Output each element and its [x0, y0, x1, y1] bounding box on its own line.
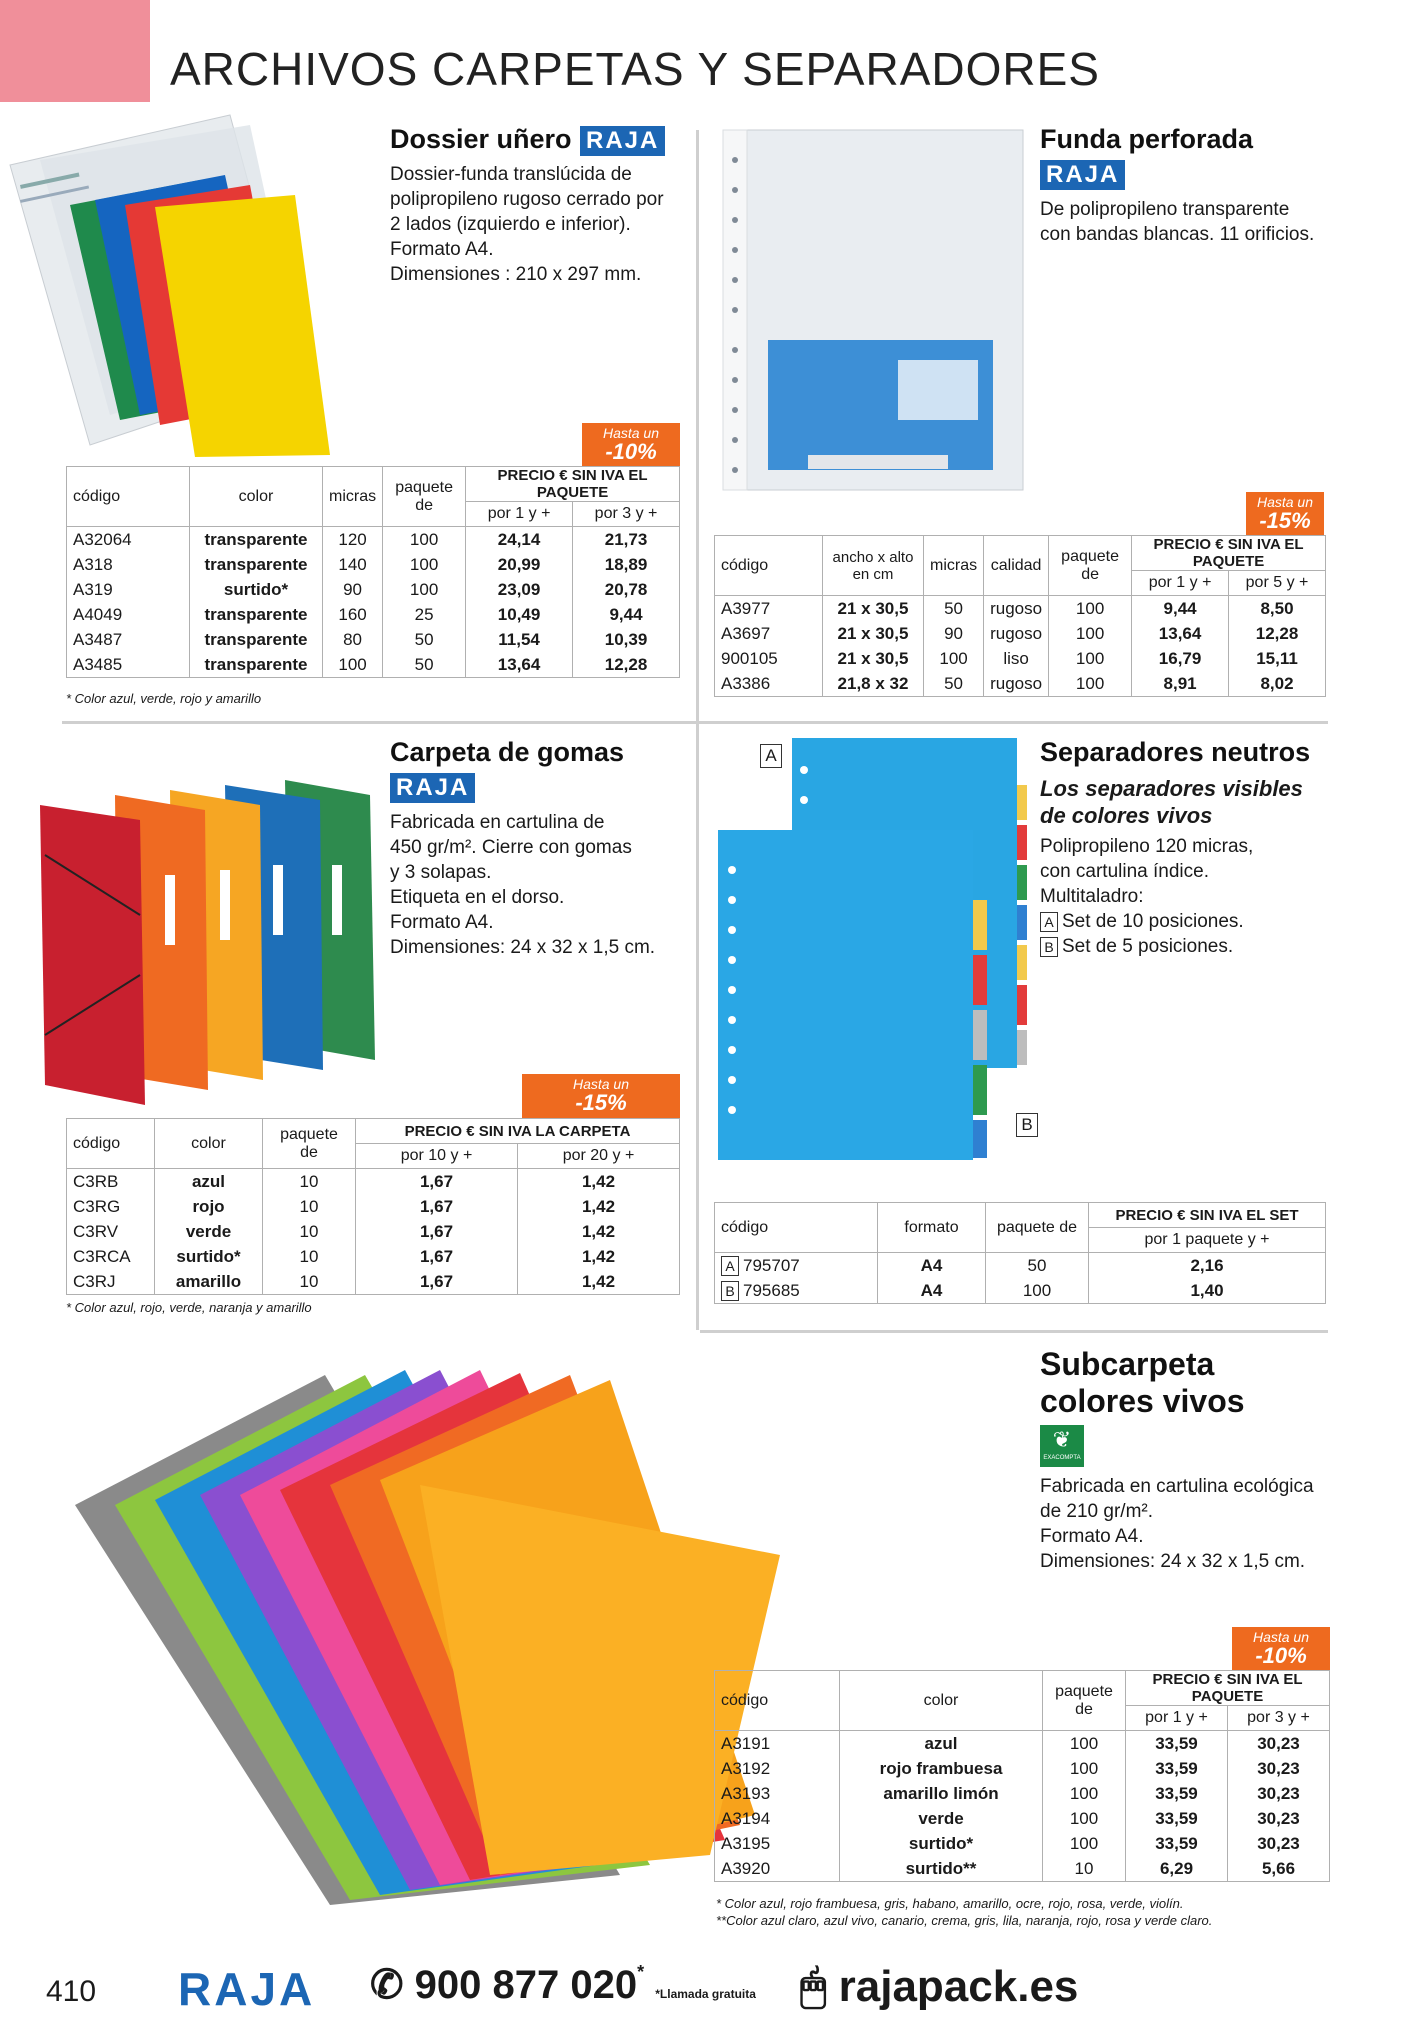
desc-line: Formato A4. [390, 239, 494, 260]
table-cell: amarillo limón [840, 1781, 1043, 1806]
table-cell: rugoso [984, 596, 1049, 622]
col-price-1: por 1 y + [1126, 1706, 1228, 1731]
table-cell: surtido* [190, 577, 323, 602]
col-precio: PRECIO € SIN IVA EL PAQUETE [1132, 536, 1326, 571]
col-price-1: por 1 paquete y + [1089, 1228, 1326, 1253]
desc-line: Etiqueta en el dorso. [390, 887, 565, 908]
table-cell: 100 [1049, 596, 1132, 622]
table-cell: 10,39 [573, 627, 680, 652]
col-color: color [840, 1671, 1043, 1731]
page-title: ARCHIVOS CARPETAS Y SEPARADORES [170, 43, 1100, 95]
carpeta-title: Carpeta de gomas [390, 737, 625, 767]
col-paquete: paquete de [986, 1203, 1089, 1253]
footnote: * Color azul, rojo, verde, naranja y amarillo [66, 1300, 312, 1315]
col-codigo: código [715, 1671, 840, 1731]
col-ancho: ancho x alto en cm [823, 536, 924, 596]
table-cell: A3920 [715, 1856, 840, 1882]
col-paquete: paquete de [263, 1119, 356, 1169]
table-row [67, 602, 680, 627]
table-cell: 50 [924, 671, 984, 697]
col-color: color [190, 467, 323, 527]
discount-badge [1246, 492, 1324, 536]
table-cell: 50 [986, 1253, 1089, 1279]
subtitle-line: de colores vivos [1040, 803, 1213, 828]
table-cell: 50 [383, 652, 466, 678]
table-cell: 21,73 [573, 527, 680, 553]
table-cell: 90 [323, 577, 383, 602]
table-cell: surtido* [155, 1244, 263, 1269]
table-cell: 21 x 30,5 [823, 646, 924, 671]
phone-icon: ✆ [370, 1963, 404, 2007]
separadores-title: Separadores neutros [1040, 737, 1311, 767]
table-row [67, 627, 680, 652]
table-cell: A3193 [715, 1781, 840, 1806]
table-cell: 33,59 [1126, 1806, 1228, 1831]
table-cell: 100 [383, 552, 466, 577]
table-cell: A32064 [67, 527, 190, 553]
table-cell: 100 [1043, 1781, 1126, 1806]
table-cell: 50 [383, 627, 466, 652]
col-micras: micras [323, 467, 383, 527]
badge-label: Hasta un [602, 425, 660, 441]
table-cell: 15,11 [1229, 646, 1326, 671]
table-cell: 11,54 [466, 627, 573, 652]
table-cell: rugoso [984, 621, 1049, 646]
desc-line: Polipropileno 120 micras, [1040, 836, 1254, 857]
table-cell: 100 [924, 646, 984, 671]
table-cell: 10 [263, 1244, 356, 1269]
col-formato: formato [878, 1203, 986, 1253]
table-cell: 1,42 [517, 1194, 679, 1219]
table-row [67, 1219, 680, 1244]
table-cell: 33,59 [1126, 1831, 1228, 1856]
table-cell: azul [840, 1731, 1043, 1757]
carpeta-description [390, 810, 655, 960]
table-cell: A3194 [715, 1806, 840, 1831]
table-cell: rugoso [984, 671, 1049, 697]
table-cell: 1,67 [356, 1194, 518, 1219]
table-cell: 1,42 [517, 1244, 679, 1269]
subcarpeta-price-table [714, 1670, 1330, 1882]
title-line: Subcarpeta [1040, 1346, 1215, 1382]
table-cell: 10 [263, 1169, 356, 1195]
row-divider [700, 1330, 1328, 1333]
table-cell: 18,89 [573, 552, 680, 577]
col-micras: micras [924, 536, 984, 596]
table-row [715, 1731, 1330, 1757]
table-cell: A4 [878, 1253, 986, 1279]
table-row [715, 621, 1326, 646]
table-cell: 1,67 [356, 1244, 518, 1269]
table-row [715, 1831, 1330, 1856]
desc-line: de 210 gr/m². [1040, 1501, 1153, 1522]
table-row [715, 671, 1326, 697]
col-price-1: por 1 y + [466, 502, 573, 527]
table-cell: 6,29 [1126, 1856, 1228, 1882]
table-cell: 100 [1043, 1756, 1126, 1781]
desc-line: De polipropileno transparente [1040, 199, 1290, 220]
table-cell: 100 [323, 652, 383, 678]
desc-line: Dimensiones: 24 x 32 x 1,5 cm. [390, 937, 656, 958]
table-cell: 25 [383, 602, 466, 627]
badge-label: Hasta un [1256, 494, 1314, 510]
table-row [715, 1253, 1326, 1279]
footnote: **Color azul claro, azul vivo, canario, crema, gris, lila, naranja, rojo, rosa y verde claro. [716, 1913, 1213, 1928]
table-cell: 1,42 [517, 1269, 679, 1295]
footer-phone[interactable]: ✆ 900 877 020* *Llamada gratuita [370, 1962, 756, 2007]
col-paquete: paquete de [1043, 1671, 1126, 1731]
table-cell: A3697 [715, 621, 823, 646]
table-cell: 1,67 [356, 1169, 518, 1195]
option-text: Set de 5 posiciones. [1062, 936, 1234, 957]
col-codigo: código [67, 1119, 155, 1169]
table-cell: 10 [1043, 1856, 1126, 1882]
table-cell: 10 [263, 1269, 356, 1295]
table-cell: 10 [263, 1219, 356, 1244]
table-cell: 100 [1049, 646, 1132, 671]
table-cell: C3RV [67, 1219, 155, 1244]
table-cell: 120 [323, 527, 383, 553]
table-cell: azul [155, 1169, 263, 1195]
col-price-1: por 10 y + [356, 1144, 518, 1169]
separadores-description [1040, 834, 1253, 959]
table-row [715, 1781, 1330, 1806]
funda-price-table [714, 535, 1326, 697]
table-cell: A319 [67, 577, 190, 602]
option-letter: B [721, 1281, 739, 1301]
funda-product-image [718, 120, 1040, 505]
desc-line: Fabricada en cartulina ecológica [1040, 1476, 1314, 1497]
col-price-1: por 1 y + [1132, 571, 1229, 596]
table-cell: A3485 [67, 652, 190, 678]
table-cell: C3RB [67, 1169, 155, 1195]
column-divider [696, 130, 699, 1330]
subcarpeta-description [1040, 1474, 1314, 1574]
table-cell: C3RG [67, 1194, 155, 1219]
table-cell: 30,23 [1227, 1731, 1329, 1757]
footnote: * Color azul, verde, rojo y amarillo [66, 691, 262, 706]
table-cell: 140 [323, 552, 383, 577]
badge-label: Hasta un [1252, 1629, 1310, 1645]
exacompta-logo [1040, 1425, 1084, 1467]
table-cell: 20,78 [573, 577, 680, 602]
table-cell: verde [155, 1219, 263, 1244]
table-cell: transparente [190, 652, 323, 678]
table-cell: A3487 [67, 627, 190, 652]
table-cell: 12,28 [1229, 621, 1326, 646]
subcarpeta-product-image [60, 1355, 790, 1915]
separadores-product-image [712, 730, 1042, 1170]
table-cell: 100 [383, 527, 466, 553]
col-precio: PRECIO € SIN IVA EL PAQUETE [1126, 1671, 1330, 1706]
table-row [715, 646, 1326, 671]
table-row [715, 596, 1326, 622]
table-cell: A4 [878, 1278, 986, 1304]
funda-title: Funda perforada [1040, 124, 1254, 154]
col-price-2: por 5 y + [1229, 571, 1326, 596]
table-cell: 10,49 [466, 602, 573, 627]
table-row [67, 527, 680, 553]
col-precio: PRECIO € SIN IVA LA CARPETA [356, 1119, 680, 1144]
col-precio: PRECIO € SIN IVA EL SET [1089, 1203, 1326, 1228]
table-cell: 9,44 [573, 602, 680, 627]
table-cell: 1,67 [356, 1269, 518, 1295]
table-cell: 100 [1049, 621, 1132, 646]
table-cell: 23,09 [466, 577, 573, 602]
footer-raja-logo: RAJA [178, 1963, 316, 2015]
col-codigo: código [715, 1203, 878, 1253]
table-row [715, 1278, 1326, 1304]
table-cell: 160 [323, 602, 383, 627]
table-cell: 33,59 [1126, 1731, 1228, 1757]
table-row [715, 1856, 1330, 1882]
table-cell: 13,64 [1132, 621, 1229, 646]
table-row [67, 552, 680, 577]
table-cell [715, 1253, 878, 1279]
phone-number: 900 877 020 [414, 1963, 638, 2007]
row-divider [62, 721, 1328, 724]
table-cell: rojo frambuesa [840, 1756, 1043, 1781]
col-paquete: paquete de [383, 467, 466, 527]
desc-line: Dimensiones : 210 x 297 mm. [390, 264, 642, 285]
col-codigo: código [715, 536, 823, 596]
option-text: Set de 10 posiciones. [1062, 911, 1244, 932]
desc-line: Fabricada en cartulina de [390, 812, 605, 833]
leaf-icon: ❦ [1052, 1427, 1072, 1452]
table-cell: 30,23 [1227, 1831, 1329, 1856]
desc-line: con cartulina índice. [1040, 861, 1209, 882]
table-cell: A318 [67, 552, 190, 577]
table-cell: A3192 [715, 1756, 840, 1781]
table-cell: 100 [1043, 1731, 1126, 1757]
table-cell: 100 [1043, 1831, 1126, 1856]
table-cell: 80 [323, 627, 383, 652]
discount-badge [582, 423, 680, 467]
table-cell: 12,28 [573, 652, 680, 678]
col-price-2: por 20 y + [517, 1144, 679, 1169]
desc-line: con bandas blancas. 11 orificios. [1040, 224, 1315, 245]
desc-line: Formato A4. [1040, 1526, 1144, 1547]
table-cell: 100 [986, 1278, 1089, 1304]
website-link[interactable]: rajapack.es [838, 1962, 1079, 2011]
table-cell: 30,23 [1227, 1781, 1329, 1806]
table-cell: rojo [155, 1194, 263, 1219]
table-cell: 21 x 30,5 [823, 596, 924, 622]
col-codigo: código [67, 467, 190, 527]
table-cell: A3191 [715, 1731, 840, 1757]
badge-value: -15% [1259, 508, 1311, 533]
col-price-2: por 3 y + [573, 502, 680, 527]
dossier-header [390, 124, 665, 156]
table-row [67, 1169, 680, 1195]
table-cell: surtido* [840, 1831, 1043, 1856]
table-cell: A3977 [715, 596, 823, 622]
separadores-price-table [714, 1202, 1326, 1304]
footer-website[interactable] [800, 1962, 1078, 2012]
page-number: 410 [46, 1975, 97, 2008]
table-cell: 30,23 [1227, 1756, 1329, 1781]
table-cell: 30,23 [1227, 1806, 1329, 1831]
desc-line: Dossier-funda translúcida de [390, 164, 632, 185]
carpeta-product-image [30, 775, 390, 1115]
desc-line: 2 lados (izquierdo e inferior). [390, 214, 631, 235]
phone-note: *Llamada gratuita [655, 1987, 756, 2001]
discount-badge [522, 1074, 680, 1118]
table-cell: 16,79 [1132, 646, 1229, 671]
exacompta-label: EXACOMPTA [1043, 1455, 1081, 1461]
table-cell: 21 x 30,5 [823, 621, 924, 646]
table-cell: 21,8 x 32 [823, 671, 924, 697]
table-cell: 8,02 [1229, 671, 1326, 697]
desc-line: y 3 solapas. [390, 862, 492, 883]
table-cell: 1,67 [356, 1219, 518, 1244]
raja-logo: RAJA [390, 773, 475, 803]
table-cell: 33,59 [1126, 1781, 1228, 1806]
table-cell [715, 1278, 878, 1304]
title-line: colores vivos [1040, 1382, 1245, 1419]
table-cell: C3RJ [67, 1269, 155, 1295]
table-cell: liso [984, 646, 1049, 671]
separadores-subtitle [1040, 775, 1303, 829]
table-row [715, 1756, 1330, 1781]
table-cell: 90 [924, 621, 984, 646]
badge-value: -10% [1255, 1643, 1307, 1668]
table-cell: 50 [924, 596, 984, 622]
option-letter: A [1040, 912, 1058, 932]
col-color: color [155, 1119, 263, 1169]
option-letter: B [1040, 937, 1058, 957]
table-row [715, 1806, 1330, 1831]
section-color-tab [0, 0, 150, 102]
dossier-description [390, 162, 664, 287]
dossier-price-table [66, 466, 680, 678]
table-cell: surtido** [840, 1856, 1043, 1882]
col-precio: PRECIO € SIN IVA EL PAQUETE [466, 467, 680, 502]
subcarpeta-title [1040, 1346, 1245, 1420]
funda-description [1040, 197, 1314, 247]
dossier-title: Dossier uñero [390, 124, 572, 154]
code: 795685 [743, 1280, 800, 1300]
table-cell: 100 [1043, 1806, 1126, 1831]
table-cell: 13,64 [466, 652, 573, 678]
raja-logo: RAJA [1040, 160, 1125, 190]
code: 795707 [743, 1255, 800, 1275]
desc-line: 450 gr/m². Cierre con gomas [390, 837, 632, 858]
image-label-a: A [760, 744, 782, 768]
table-cell: 1,42 [517, 1169, 679, 1195]
raja-logo: RAJA [580, 126, 665, 156]
table-cell: 100 [1049, 671, 1132, 697]
dossier-product-image [0, 105, 380, 465]
table-cell: transparente [190, 627, 323, 652]
table-cell: verde [840, 1806, 1043, 1831]
desc-line: Formato A4. [390, 912, 494, 933]
table-row [67, 652, 680, 678]
desc-line: polipropileno rugoso cerrado por [390, 189, 664, 210]
table-cell: 100 [383, 577, 466, 602]
table-row [67, 1269, 680, 1295]
image-label-b: B [1016, 1113, 1038, 1137]
table-cell: 2,16 [1089, 1253, 1326, 1279]
option-letter: A [721, 1256, 739, 1276]
table-cell: 33,59 [1126, 1756, 1228, 1781]
table-cell: 9,44 [1132, 596, 1229, 622]
table-cell: amarillo [155, 1269, 263, 1295]
desc-line: Multitaladro: [1040, 886, 1144, 907]
option-b [1040, 934, 1253, 959]
col-paquete: paquete de [1049, 536, 1132, 596]
table-row [67, 1244, 680, 1269]
desc-line: Dimensiones: 24 x 32 x 1,5 cm. [1040, 1551, 1306, 1572]
table-cell: 900105 [715, 646, 823, 671]
carpeta-price-table [66, 1118, 680, 1295]
table-row [67, 1194, 680, 1219]
table-cell: A3195 [715, 1831, 840, 1856]
col-price-2: por 3 y + [1227, 1706, 1329, 1731]
footnote: * Color azul, rojo frambuesa, gris, habano, amarillo, ocre, rojo, rosa, verde, violín. [716, 1896, 1184, 1911]
table-cell: A4049 [67, 602, 190, 627]
table-cell: 20,99 [466, 552, 573, 577]
badge-value: -15% [575, 1090, 627, 1115]
table-cell: transparente [190, 527, 323, 553]
table-cell: 1,42 [517, 1219, 679, 1244]
discount-badge [1232, 1627, 1330, 1671]
table-cell: 1,40 [1089, 1278, 1326, 1304]
table-cell: 8,50 [1229, 596, 1326, 622]
table-row [67, 577, 680, 602]
table-cell: C3RCA [67, 1244, 155, 1269]
option-a [1040, 909, 1253, 934]
table-cell: 24,14 [466, 527, 573, 553]
badge-label: Hasta un [572, 1076, 630, 1092]
table-cell: transparente [190, 552, 323, 577]
table-cell: 8,91 [1132, 671, 1229, 697]
table-cell: 10 [263, 1194, 356, 1219]
table-cell: A3386 [715, 671, 823, 697]
badge-value: -10% [605, 439, 657, 464]
col-calidad: calidad [984, 536, 1049, 596]
table-cell: 5,66 [1227, 1856, 1329, 1882]
subtitle-line: Los separadores visibles [1040, 776, 1303, 801]
table-cell: transparente [190, 602, 323, 627]
mouse-icon: 🖱 [800, 1962, 827, 2011]
